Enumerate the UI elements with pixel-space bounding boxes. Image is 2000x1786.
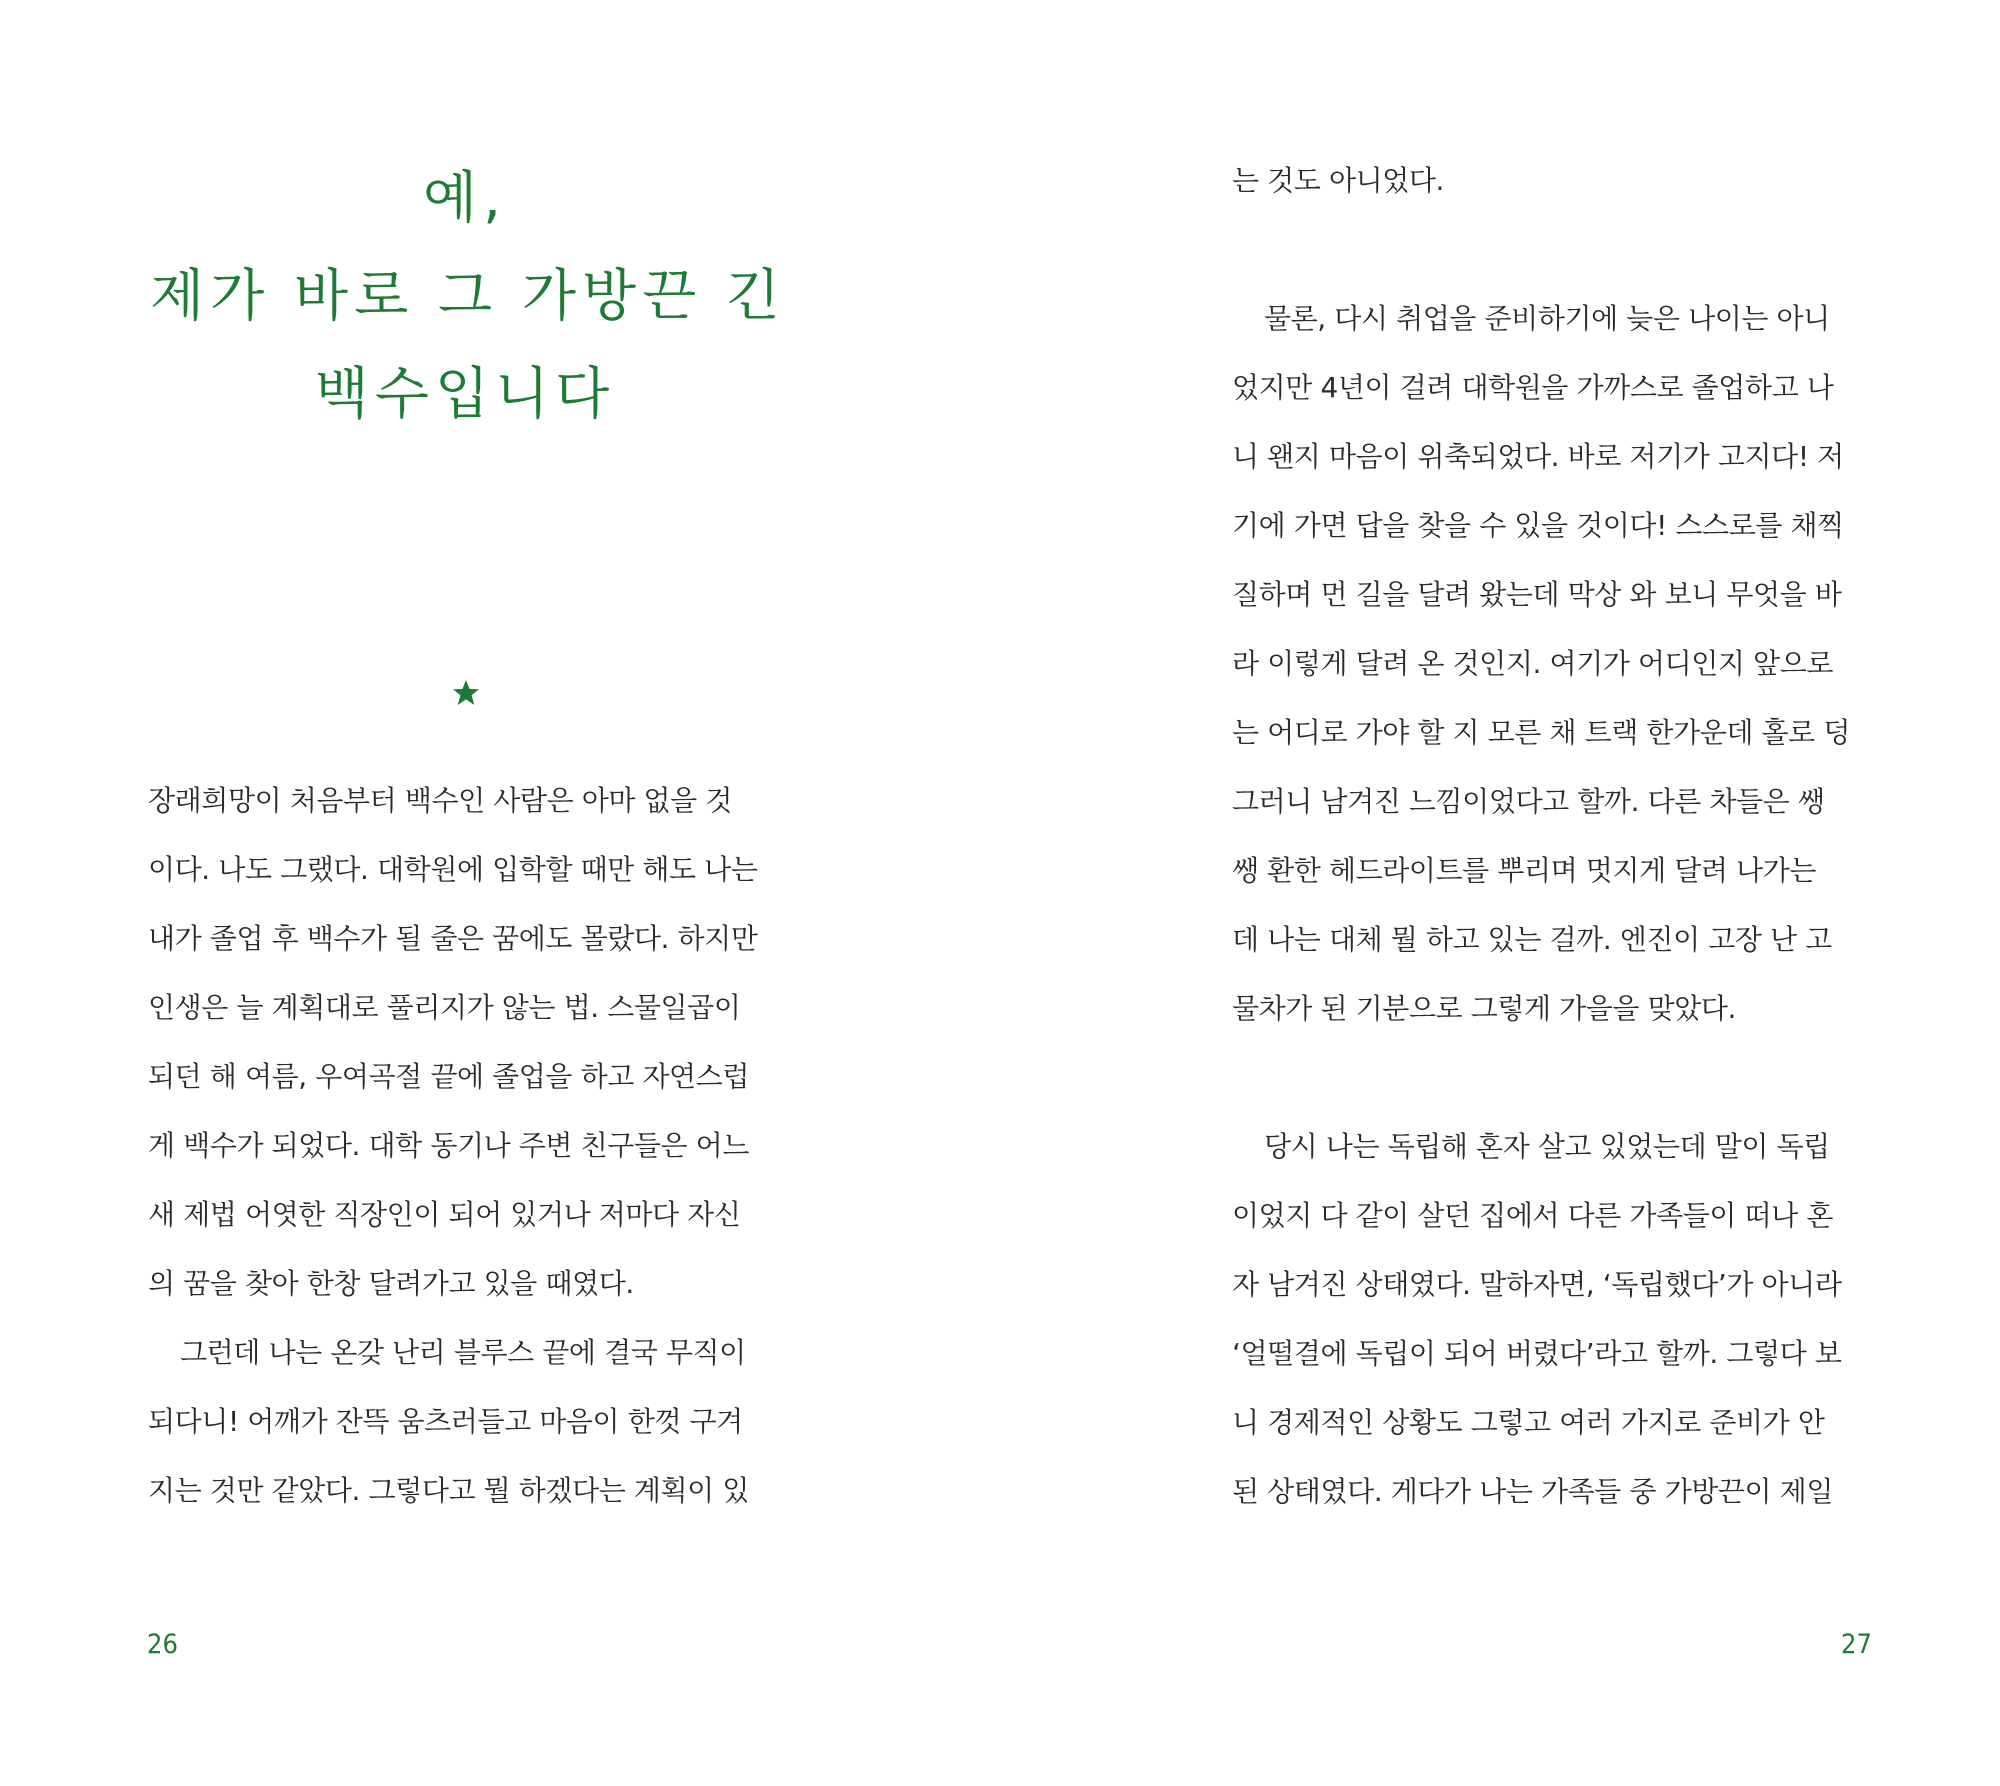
- text-line: 니 왠지 마음이 위축되었다. 바로 저기가 고지다! 저: [1232, 440, 1844, 473]
- text-line: 되다니! 어깨가 잔뜩 움츠러들고 마음이 한껏 구겨: [148, 1405, 743, 1438]
- text-line: 인생은 늘 계획대로 풀리지가 않는 법. 스물일곱이: [148, 991, 741, 1024]
- text-line: 이었지 다 같이 살던 집에서 다른 가족들이 떠나 혼: [1232, 1199, 1833, 1232]
- text-line: 었지만 4년이 걸려 대학원을 가까스로 졸업하고 나: [1232, 371, 1834, 404]
- text-line: 쌩 환한 헤드라이트를 뿌리며 멋지게 달려 나가는: [1232, 854, 1816, 887]
- text-line: 당시 나는 독립해 혼자 살고 있었는데 말이 독립: [1264, 1130, 1830, 1163]
- text-line: 되던 해 여름, 우여곡절 끝에 졸업을 하고 자연스럽: [148, 1060, 749, 1093]
- left-body-text: [148, 766, 788, 1525]
- chapter-title: [150, 150, 787, 444]
- paragraph-gap: [1232, 215, 1872, 284]
- text-line: 자 남겨진 상태였다. 말하자면, ‘독립했다’가 아니라: [1232, 1268, 1842, 1301]
- text-line: 그런데 나는 온갖 난리 블루스 끝에 결국 무직이: [180, 1336, 746, 1369]
- text-line: 데 나는 대체 뭘 하고 있는 걸까. 엔진이 고장 난 고: [1232, 923, 1832, 956]
- text-line: 는 것도 아니었다.: [1232, 164, 1445, 197]
- text-line: 질하며 먼 길을 달려 왔는데 막상 와 보니 무엇을 바: [1232, 578, 1842, 611]
- paragraph-gap: [1232, 1043, 1872, 1112]
- star-icon: [451, 678, 481, 708]
- text-line: 물차가 된 기분으로 그렇게 가을을 맞았다.: [1232, 992, 1737, 1025]
- text-line: 된 상태였다. 게다가 나는 가족들 중 가방끈이 제일: [1232, 1475, 1833, 1508]
- text-line: 지는 것만 같았다. 그렇다고 뭘 하겠다는 계획이 있: [148, 1474, 749, 1507]
- chapter-title-line: 예,: [423, 166, 507, 231]
- text-line: 내가 졸업 후 백수가 될 줄은 꿈에도 몰랐다. 하지만: [148, 922, 758, 955]
- chapter-title-line: 제가 바로 그 가방끈 긴: [150, 264, 787, 329]
- text-line: 장래희망이 처음부터 백수인 사람은 아마 없을 것: [148, 784, 732, 817]
- text-line: 니 경제적인 상황도 그렇고 여러 가지로 준비가 안: [1232, 1406, 1825, 1439]
- page-number-left: 26: [147, 1629, 178, 1660]
- text-line: 새 제법 어엿한 직장인이 되어 있거나 저마다 자신: [148, 1198, 741, 1231]
- chapter-title-line: 백수입니다: [314, 362, 616, 427]
- text-line: 물론, 다시 취업을 준비하기에 늦은 나이는 아니: [1264, 302, 1830, 335]
- text-line: ‘얼떨결에 독립이 되어 버렸다’라고 할까. 그렇다 보: [1232, 1337, 1842, 1370]
- text-line: 게 백수가 되었다. 대학 동기나 주변 친구들은 어느: [148, 1129, 749, 1162]
- right-body-text: [1232, 146, 1872, 1526]
- text-line: 라 이렇게 달려 온 것인지. 여기가 어디인지 앞으로: [1232, 647, 1833, 680]
- text-line: 는 어디로 가야 할 지 모른 채 트랙 한가운데 홀로 덩: [1232, 716, 1850, 749]
- text-line: 기에 가면 답을 찾을 수 있을 것이다! 스스로를 채찍: [1232, 509, 1844, 542]
- text-line: 이다. 나도 그랬다. 대학원에 입학할 때만 해도 나는: [148, 853, 758, 886]
- text-line: 의 꿈을 찾아 한창 달려가고 있을 때였다.: [148, 1267, 634, 1300]
- text-line: 그러니 남겨진 느낌이었다고 할까. 다른 차들은 쌩: [1232, 785, 1825, 818]
- page-number-right: 27: [1841, 1629, 1872, 1660]
